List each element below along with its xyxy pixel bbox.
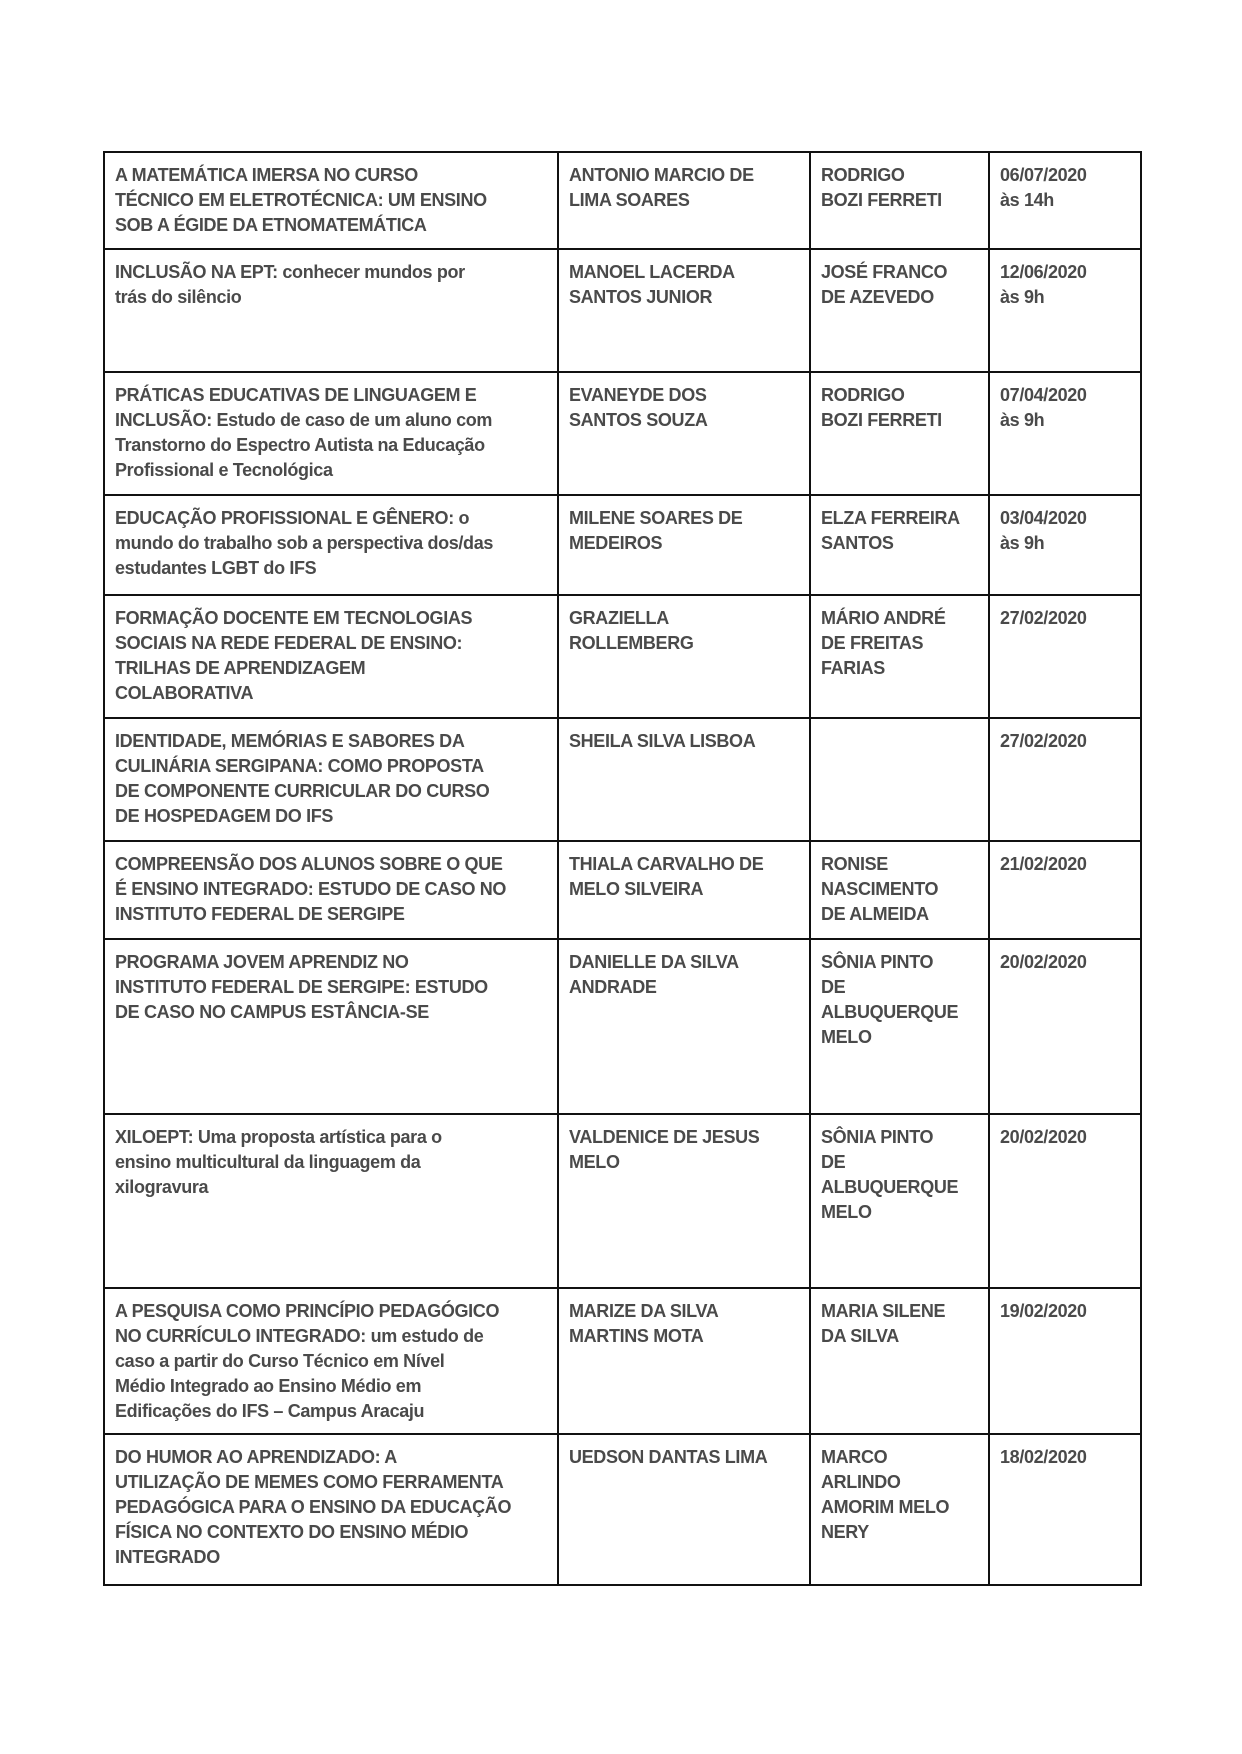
advisor-name-line: ALBUQUERQUE: [821, 1177, 959, 1197]
thesis-title-line: PEDAGÓGICA PARA O ENSINO DA EDUCAÇÃO: [115, 1497, 512, 1517]
defense-date-line: às 14h: [1000, 190, 1054, 210]
advisor-cell: [810, 718, 989, 841]
defense-date-line: 19/02/2020: [1000, 1301, 1087, 1321]
advisor-cell: [810, 595, 989, 718]
advisor-name-line: NERY: [821, 1522, 869, 1542]
author-cell: [558, 1434, 810, 1585]
thesis-title-line: Transtorno do Espectro Autista na Educação: [115, 435, 485, 455]
advisor-name-line: RODRIGO: [821, 385, 905, 405]
defense-date-cell: [989, 152, 1141, 249]
author-name-line: VALDENICE DE JESUS: [569, 1127, 760, 1147]
thesis-title-line: EDUCAÇÃO PROFISSIONAL E GÊNERO: o: [115, 508, 470, 528]
author-name-line: ROLLEMBERG: [569, 633, 694, 653]
advisor-name-line: DE AZEVEDO: [821, 287, 934, 307]
thesis-title-line: SOB A ÉGIDE DA ETNOMATEMÁTICA: [115, 215, 427, 235]
thesis-title-line: Profissional e Tecnológica: [115, 460, 333, 480]
author-name-line: DANIELLE DA SILVA: [569, 952, 739, 972]
thesis-title-cell: [104, 1288, 558, 1434]
thesis-title-line: A MATEMÁTICA IMERSA NO CURSO: [115, 165, 418, 185]
advisor-name-line: RODRIGO: [821, 165, 905, 185]
thesis-title-cell: [104, 372, 558, 495]
advisor-name-line: DE: [821, 1152, 846, 1172]
defense-date-cell: [989, 372, 1141, 495]
defense-date-line: 06/07/2020: [1000, 165, 1087, 185]
advisor-name-line: NASCIMENTO: [821, 879, 939, 899]
author-name-line: SANTOS JUNIOR: [569, 287, 713, 307]
table-row: [104, 1114, 1141, 1288]
advisor-cell: [810, 372, 989, 495]
defense-date-cell: [989, 1434, 1141, 1585]
thesis-title-line: COLABORATIVA: [115, 683, 254, 703]
author-name-line: SANTOS SOUZA: [569, 410, 708, 430]
advisor-name-line: SÔNIA PINTO: [821, 1127, 934, 1147]
thesis-title-line: SOCIAIS NA REDE FEDERAL DE ENSINO:: [115, 633, 463, 653]
defense-date-cell: [989, 249, 1141, 372]
advisor-name-line: SANTOS: [821, 533, 894, 553]
thesis-title-line: INCLUSÃO: Estudo de caso de um aluno com: [115, 410, 493, 430]
author-cell: [558, 1114, 810, 1288]
defense-date-cell: [989, 595, 1141, 718]
advisor-cell: [810, 1434, 989, 1585]
defense-date-line: às 9h: [1000, 410, 1045, 430]
table-row: [104, 495, 1141, 595]
thesis-title-line: PRÁTICAS EDUCATIVAS DE LINGUAGEM E: [115, 385, 477, 405]
thesis-title-line: TÉCNICO EM ELETROTÉCNICA: UM ENSINO: [115, 190, 487, 210]
table-row: [104, 595, 1141, 718]
thesis-title-line: Edificações do IFS – Campus Aracaju: [115, 1401, 425, 1421]
thesis-title-line: mundo do trabalho sob a perspectiva dos/das: [115, 533, 494, 553]
advisor-cell: [810, 152, 989, 249]
author-cell: [558, 152, 810, 249]
thesis-title-line: É ENSINO INTEGRADO: ESTUDO DE CASO NO: [115, 879, 507, 899]
advisor-name-line: MELO: [821, 1202, 872, 1222]
defense-date-line: 27/02/2020: [1000, 608, 1087, 628]
advisor-name-line: DA SILVA: [821, 1326, 899, 1346]
thesis-title-cell: [104, 1434, 558, 1585]
advisor-name-line: MELO: [821, 1027, 872, 1047]
advisor-cell: [810, 1114, 989, 1288]
thesis-title-line: DE HOSPEDAGEM DO IFS: [115, 806, 334, 826]
thesis-title-line: caso a partir do Curso Técnico em Nível: [115, 1351, 445, 1371]
author-name-line: SHEILA SILVA LISBOA: [569, 731, 756, 751]
thesis-title-cell: [104, 1114, 558, 1288]
defense-date-line: 12/06/2020: [1000, 262, 1087, 282]
thesis-title-cell: [104, 841, 558, 939]
table-body: [104, 152, 1141, 1585]
advisor-cell: [810, 841, 989, 939]
author-name-line: EVANEYDE DOS: [569, 385, 707, 405]
thesis-title-line: DE COMPONENTE CURRICULAR DO CURSO: [115, 781, 490, 801]
author-name-line: MELO SILVEIRA: [569, 879, 704, 899]
advisor-name-line: BOZI FERRETI: [821, 410, 942, 430]
author-cell: [558, 595, 810, 718]
author-name-line: MEDEIROS: [569, 533, 663, 553]
author-cell: [558, 495, 810, 595]
advisor-cell: [810, 939, 989, 1114]
author-name-line: MARIZE DA SILVA: [569, 1301, 719, 1321]
advisor-name-line: MARCO: [821, 1447, 888, 1467]
defense-date-cell: [989, 841, 1141, 939]
table-row: [104, 152, 1141, 249]
table-row: [104, 372, 1141, 495]
thesis-title-line: Médio Integrado ao Ensino Médio em: [115, 1376, 422, 1396]
thesis-title-line: A PESQUISA COMO PRINCÍPIO PEDAGÓGICO: [115, 1301, 500, 1321]
thesis-title-line: INSTITUTO FEDERAL DE SERGIPE: ESTUDO: [115, 977, 488, 997]
advisor-name-line: ARLINDO: [821, 1472, 901, 1492]
table-row: [104, 1288, 1141, 1434]
author-name-line: MELO: [569, 1152, 620, 1172]
thesis-title-line: DE CASO NO CAMPUS ESTÂNCIA-SE: [115, 1002, 429, 1022]
defense-date-line: 21/02/2020: [1000, 854, 1087, 874]
thesis-title-line: INCLUSÃO NA EPT: conhecer mundos por: [115, 262, 465, 282]
advisor-name-line: DE FREITAS: [821, 633, 924, 653]
advisor-name-line: BOZI FERRETI: [821, 190, 942, 210]
thesis-title-line: NO CURRÍCULO INTEGRADO: um estudo de: [115, 1326, 484, 1346]
defense-date-cell: [989, 1114, 1141, 1288]
author-name-line: UEDSON DANTAS LIMA: [569, 1447, 768, 1467]
advisor-name-line: MÁRIO ANDRÉ: [821, 608, 946, 628]
thesis-title-cell: [104, 939, 558, 1114]
author-name-line: ANDRADE: [569, 977, 657, 997]
defense-date-line: 27/02/2020: [1000, 731, 1087, 751]
defense-date-cell: [989, 495, 1141, 595]
thesis-title-cell: [104, 718, 558, 841]
advisor-name-line: ELZA FERREIRA: [821, 508, 960, 528]
advisor-cell: [810, 495, 989, 595]
table-row: [104, 249, 1141, 372]
author-cell: [558, 372, 810, 495]
author-name-line: GRAZIELLA: [569, 608, 669, 628]
thesis-title-cell: [104, 495, 558, 595]
thesis-title-line: XILOEPT: Uma proposta artística para o: [115, 1127, 442, 1147]
thesis-title-line: FÍSICA NO CONTEXTO DO ENSINO MÉDIO: [115, 1522, 469, 1542]
thesis-title-cell: [104, 249, 558, 372]
author-name-line: THIALA CARVALHO DE: [569, 854, 764, 874]
thesis-title-line: DO HUMOR AO APRENDIZADO: A: [115, 1447, 397, 1467]
advisor-name-line: DE ALMEIDA: [821, 904, 929, 924]
defense-date-cell: [989, 718, 1141, 841]
thesis-title-line: CULINÁRIA SERGIPANA: COMO PROPOSTA: [115, 756, 484, 776]
thesis-title-line: COMPREENSÃO DOS ALUNOS SOBRE O QUE: [115, 854, 503, 874]
advisor-name-line: RONISE: [821, 854, 888, 874]
author-cell: [558, 1288, 810, 1434]
thesis-title-line: TRILHAS DE APRENDIZAGEM: [115, 658, 366, 678]
defense-date-line: 03/04/2020: [1000, 508, 1087, 528]
author-name-line: MILENE SOARES DE: [569, 508, 743, 528]
table-row: [104, 939, 1141, 1114]
defense-date-line: 20/02/2020: [1000, 1127, 1087, 1147]
thesis-title-line: trás do silêncio: [115, 287, 242, 307]
defense-date-line: às 9h: [1000, 533, 1045, 553]
advisor-name-line: ALBUQUERQUE: [821, 1002, 959, 1022]
advisor-cell: [810, 1288, 989, 1434]
table-row: [104, 1434, 1141, 1585]
author-name-line: MARTINS MOTA: [569, 1326, 704, 1346]
defense-schedule-table: [103, 151, 1142, 1586]
advisor-name-line: SÔNIA PINTO: [821, 952, 934, 972]
author-cell: [558, 249, 810, 372]
defense-date-cell: [989, 1288, 1141, 1434]
advisor-name-line: JOSÉ FRANCO: [821, 262, 948, 282]
thesis-title-cell: [104, 595, 558, 718]
defense-date-line: 18/02/2020: [1000, 1447, 1087, 1467]
thesis-title-line: INSTITUTO FEDERAL DE SERGIPE: [115, 904, 405, 924]
table-row: [104, 718, 1141, 841]
thesis-title-line: IDENTIDADE, MEMÓRIAS E SABORES DA: [115, 731, 465, 751]
thesis-title-line: PROGRAMA JOVEM APRENDIZ NO: [115, 952, 409, 972]
thesis-title-line: FORMAÇÃO DOCENTE EM TECNOLOGIAS: [115, 608, 473, 628]
thesis-title-cell: [104, 152, 558, 249]
author-name-line: ANTONIO MARCIO DE: [569, 165, 754, 185]
thesis-title-line: UTILIZAÇÃO DE MEMES COMO FERRAMENTA: [115, 1472, 504, 1492]
advisor-name-line: MARIA SILENE: [821, 1301, 946, 1321]
defense-date-cell: [989, 939, 1141, 1114]
table-row: [104, 841, 1141, 939]
defense-date-line: às 9h: [1000, 287, 1045, 307]
author-name-line: MANOEL LACERDA: [569, 262, 735, 282]
thesis-title-line: estudantes LGBT do IFS: [115, 558, 317, 578]
defense-date-line: 20/02/2020: [1000, 952, 1087, 972]
author-cell: [558, 718, 810, 841]
advisor-name-line: DE: [821, 977, 846, 997]
advisor-cell: [810, 249, 989, 372]
thesis-title-line: xilogravura: [115, 1177, 209, 1197]
author-cell: [558, 939, 810, 1114]
thesis-title-line: ensino multicultural da linguagem da: [115, 1152, 421, 1172]
advisor-name-line: AMORIM MELO: [821, 1497, 950, 1517]
author-cell: [558, 841, 810, 939]
defense-date-line: 07/04/2020: [1000, 385, 1087, 405]
advisor-name-line: FARIAS: [821, 658, 885, 678]
author-name-line: LIMA SOARES: [569, 190, 690, 210]
thesis-title-line: INTEGRADO: [115, 1547, 220, 1567]
